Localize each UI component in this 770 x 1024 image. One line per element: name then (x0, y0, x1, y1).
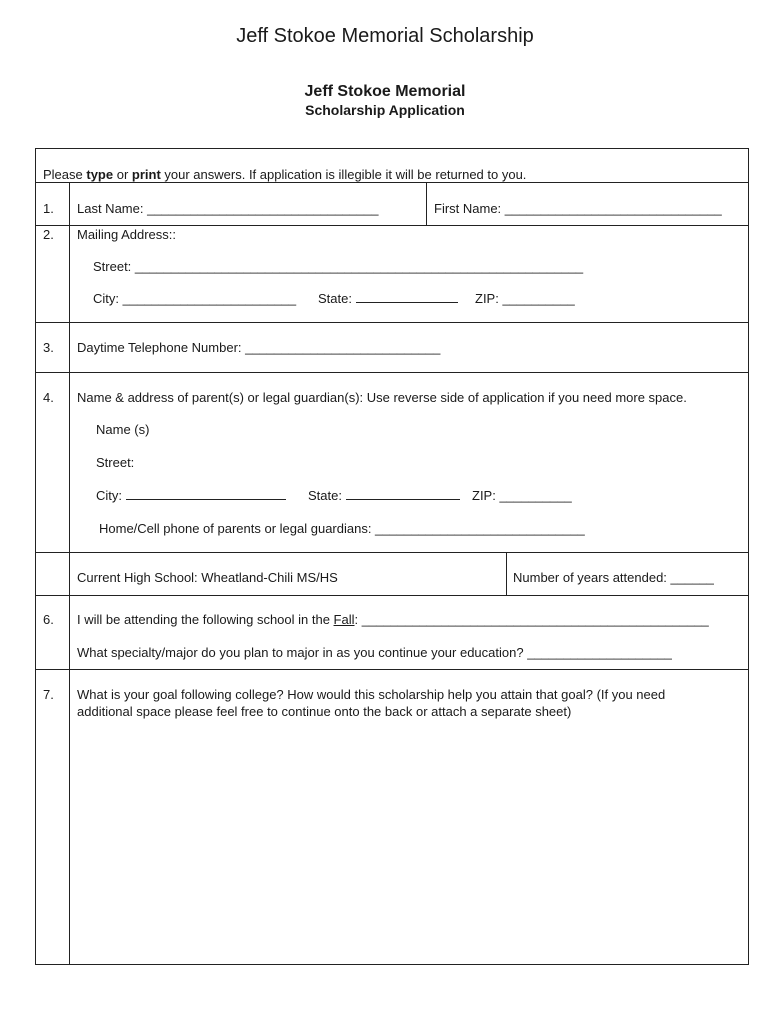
application-form (35, 148, 749, 965)
years-attended-field[interactable]: Number of years attended: ______ (513, 570, 714, 585)
current-high-school: Current High School: Wheatland-Chili MS/HS (77, 570, 338, 585)
major-field[interactable]: What specialty/major do you plan to major in as you continue your education? ____________________ (77, 645, 672, 660)
row-number-1: 1. (43, 201, 54, 216)
row-number-6: 6. (43, 612, 54, 627)
parent-city-field[interactable]: City: (96, 488, 286, 504)
parent-phone-field[interactable]: Home/Cell phone of parents or legal guardians: _____________________________ (99, 521, 585, 536)
zip-field[interactable]: ZIP: __________ (475, 291, 575, 306)
row-divider (36, 372, 748, 373)
state-field[interactable]: State: (318, 291, 458, 307)
row-number-3: 3. (43, 340, 54, 355)
row-divider (36, 225, 748, 226)
row-divider (36, 595, 748, 596)
document-title: Jeff Stokoe Memorial Scholarship (236, 25, 534, 47)
row-number-4: 4. (43, 390, 54, 405)
row-number-2: 2. (43, 227, 54, 242)
daytime-phone-field[interactable]: Daytime Telephone Number: ___________________________ (77, 340, 441, 355)
fall-school-field[interactable]: I will be attending the following school in the Fall: ________________________________________________ (77, 612, 709, 627)
goal-question-line-2: additional space please feel free to continue onto the back or attach a separate sheet) (77, 704, 572, 719)
city-field[interactable]: City: ________________________ (93, 291, 297, 306)
form-heading: Jeff Stokoe Memorial (304, 83, 466, 100)
parent-state-field[interactable]: State: (308, 488, 460, 504)
goal-question-line-1: What is your goal following college? How would this scholarship help you attain that goal? (If you need (77, 687, 666, 702)
last-name-field[interactable]: Last Name: ________________________________ (77, 201, 379, 216)
row-divider (36, 669, 748, 670)
goal-answer-area[interactable] (70, 724, 748, 964)
mailing-address-label: Mailing Address:: (77, 227, 176, 242)
column-divider (506, 552, 507, 595)
parent-zip-field[interactable]: ZIP: __________ (472, 488, 572, 503)
row-divider (36, 322, 748, 323)
street-field[interactable]: Street: ______________________________________________________________ (93, 259, 584, 274)
row-divider (36, 552, 748, 553)
instructions-text: Please type or print your answers. If application is illegible it will be returned to you. (43, 167, 527, 182)
column-divider (426, 182, 427, 225)
parents-label: Name & address of parent(s) or legal guardian(s): Use reverse side of application if you need more space. (77, 390, 687, 405)
form-subheading: Scholarship Application (305, 102, 465, 118)
row-number-7: 7. (43, 687, 54, 702)
first-name-field[interactable]: First Name: ______________________________ (434, 201, 722, 216)
parent-name-field[interactable]: Name (s) (96, 422, 150, 437)
parent-street-field[interactable]: Street: (96, 455, 135, 470)
